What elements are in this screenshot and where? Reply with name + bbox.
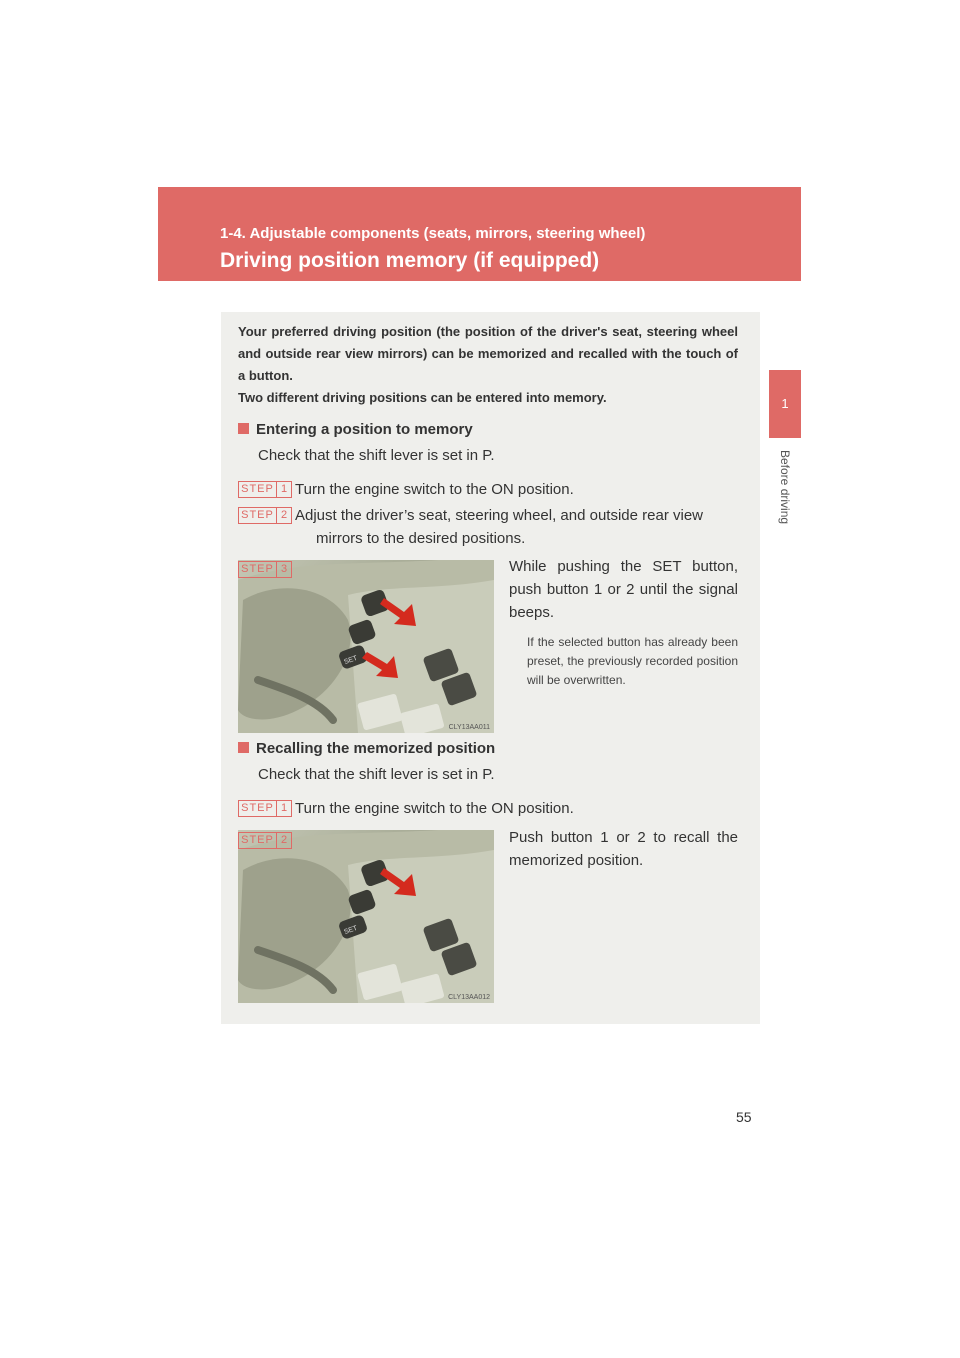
section-header (158, 187, 801, 281)
image-code: CLY13AA011 (448, 724, 490, 731)
step-word: STEP (241, 509, 274, 521)
step-badge-3 (238, 561, 292, 578)
image-code: CLY13AA012 (448, 994, 490, 1001)
page-title: Driving position memory (if equipped) (220, 249, 600, 272)
entering-check: Check that the shift lever is set in P. (258, 447, 495, 464)
door-switch-illustration (238, 560, 494, 733)
recalling-step-1: Turn the engine switch to the ON position. (295, 800, 574, 817)
entering-step-2-line-a: Adjust the driver’s seat, steering wheel, and outside rear view (295, 507, 703, 524)
entering-heading-text: Entering a position to memory (256, 421, 473, 438)
intro-paragraph: Your preferred driving position (the position of the driver's seat, steering wheel and outside rear view mirrors) can be memorized and recalled with the touch of a button. (238, 324, 738, 383)
svg-text:SET: SET (343, 924, 359, 937)
step-word: STEP (241, 834, 274, 846)
step-word: STEP (241, 802, 274, 814)
recalling-heading (238, 740, 495, 757)
entering-step-2-line-b: mirrors to the desired positions. (316, 530, 526, 547)
page-number: 55 (736, 1109, 752, 1125)
step-number: 3 (276, 562, 291, 577)
entering-step-1: Turn the engine switch to the ON position. (295, 481, 574, 498)
intro-text (238, 321, 738, 409)
intro-paragraph-2: Two different driving positions can be entered into memory. (238, 390, 607, 405)
square-bullet-icon (238, 423, 249, 434)
step-badge-recall-1 (238, 800, 292, 817)
overwrite-note: If the selected button has already been preset, the previously recorded position will be overwritten. (527, 635, 738, 687)
square-bullet-icon (238, 742, 249, 753)
recalling-step-2: Push button 1 or 2 to recall the memorized position. (509, 829, 738, 869)
svg-text:SET: SET (343, 654, 359, 667)
step-badge-1 (238, 481, 292, 498)
door-switch-illustration (238, 830, 494, 1003)
recalling-check: Check that the shift lever is set in P. (258, 766, 495, 783)
entering-heading (238, 421, 473, 438)
recalling-heading-text: Recalling the memorized position (256, 740, 496, 757)
door-switch-photo-recall (238, 830, 494, 1003)
entering-step-2 (295, 504, 738, 550)
step-number: 2 (276, 833, 291, 848)
step-word: STEP (241, 483, 274, 495)
door-switch-photo-set (238, 560, 494, 733)
step-number: 1 (276, 482, 291, 497)
step-word: STEP (241, 563, 274, 575)
entering-step-3: While pushing the SET button, push button 1 or 2 until the signal beeps. (509, 558, 738, 621)
chapter-label: Before driving (778, 450, 792, 525)
step-badge-2 (238, 507, 292, 524)
step-number: 2 (276, 508, 291, 523)
chapter-tab[interactable]: 1 (769, 370, 801, 438)
step-badge-recall-2 (238, 832, 292, 849)
step-number: 1 (276, 801, 291, 816)
section-breadcrumb: 1-4. Adjustable components (seats, mirrors, steering wheel) (220, 225, 646, 242)
